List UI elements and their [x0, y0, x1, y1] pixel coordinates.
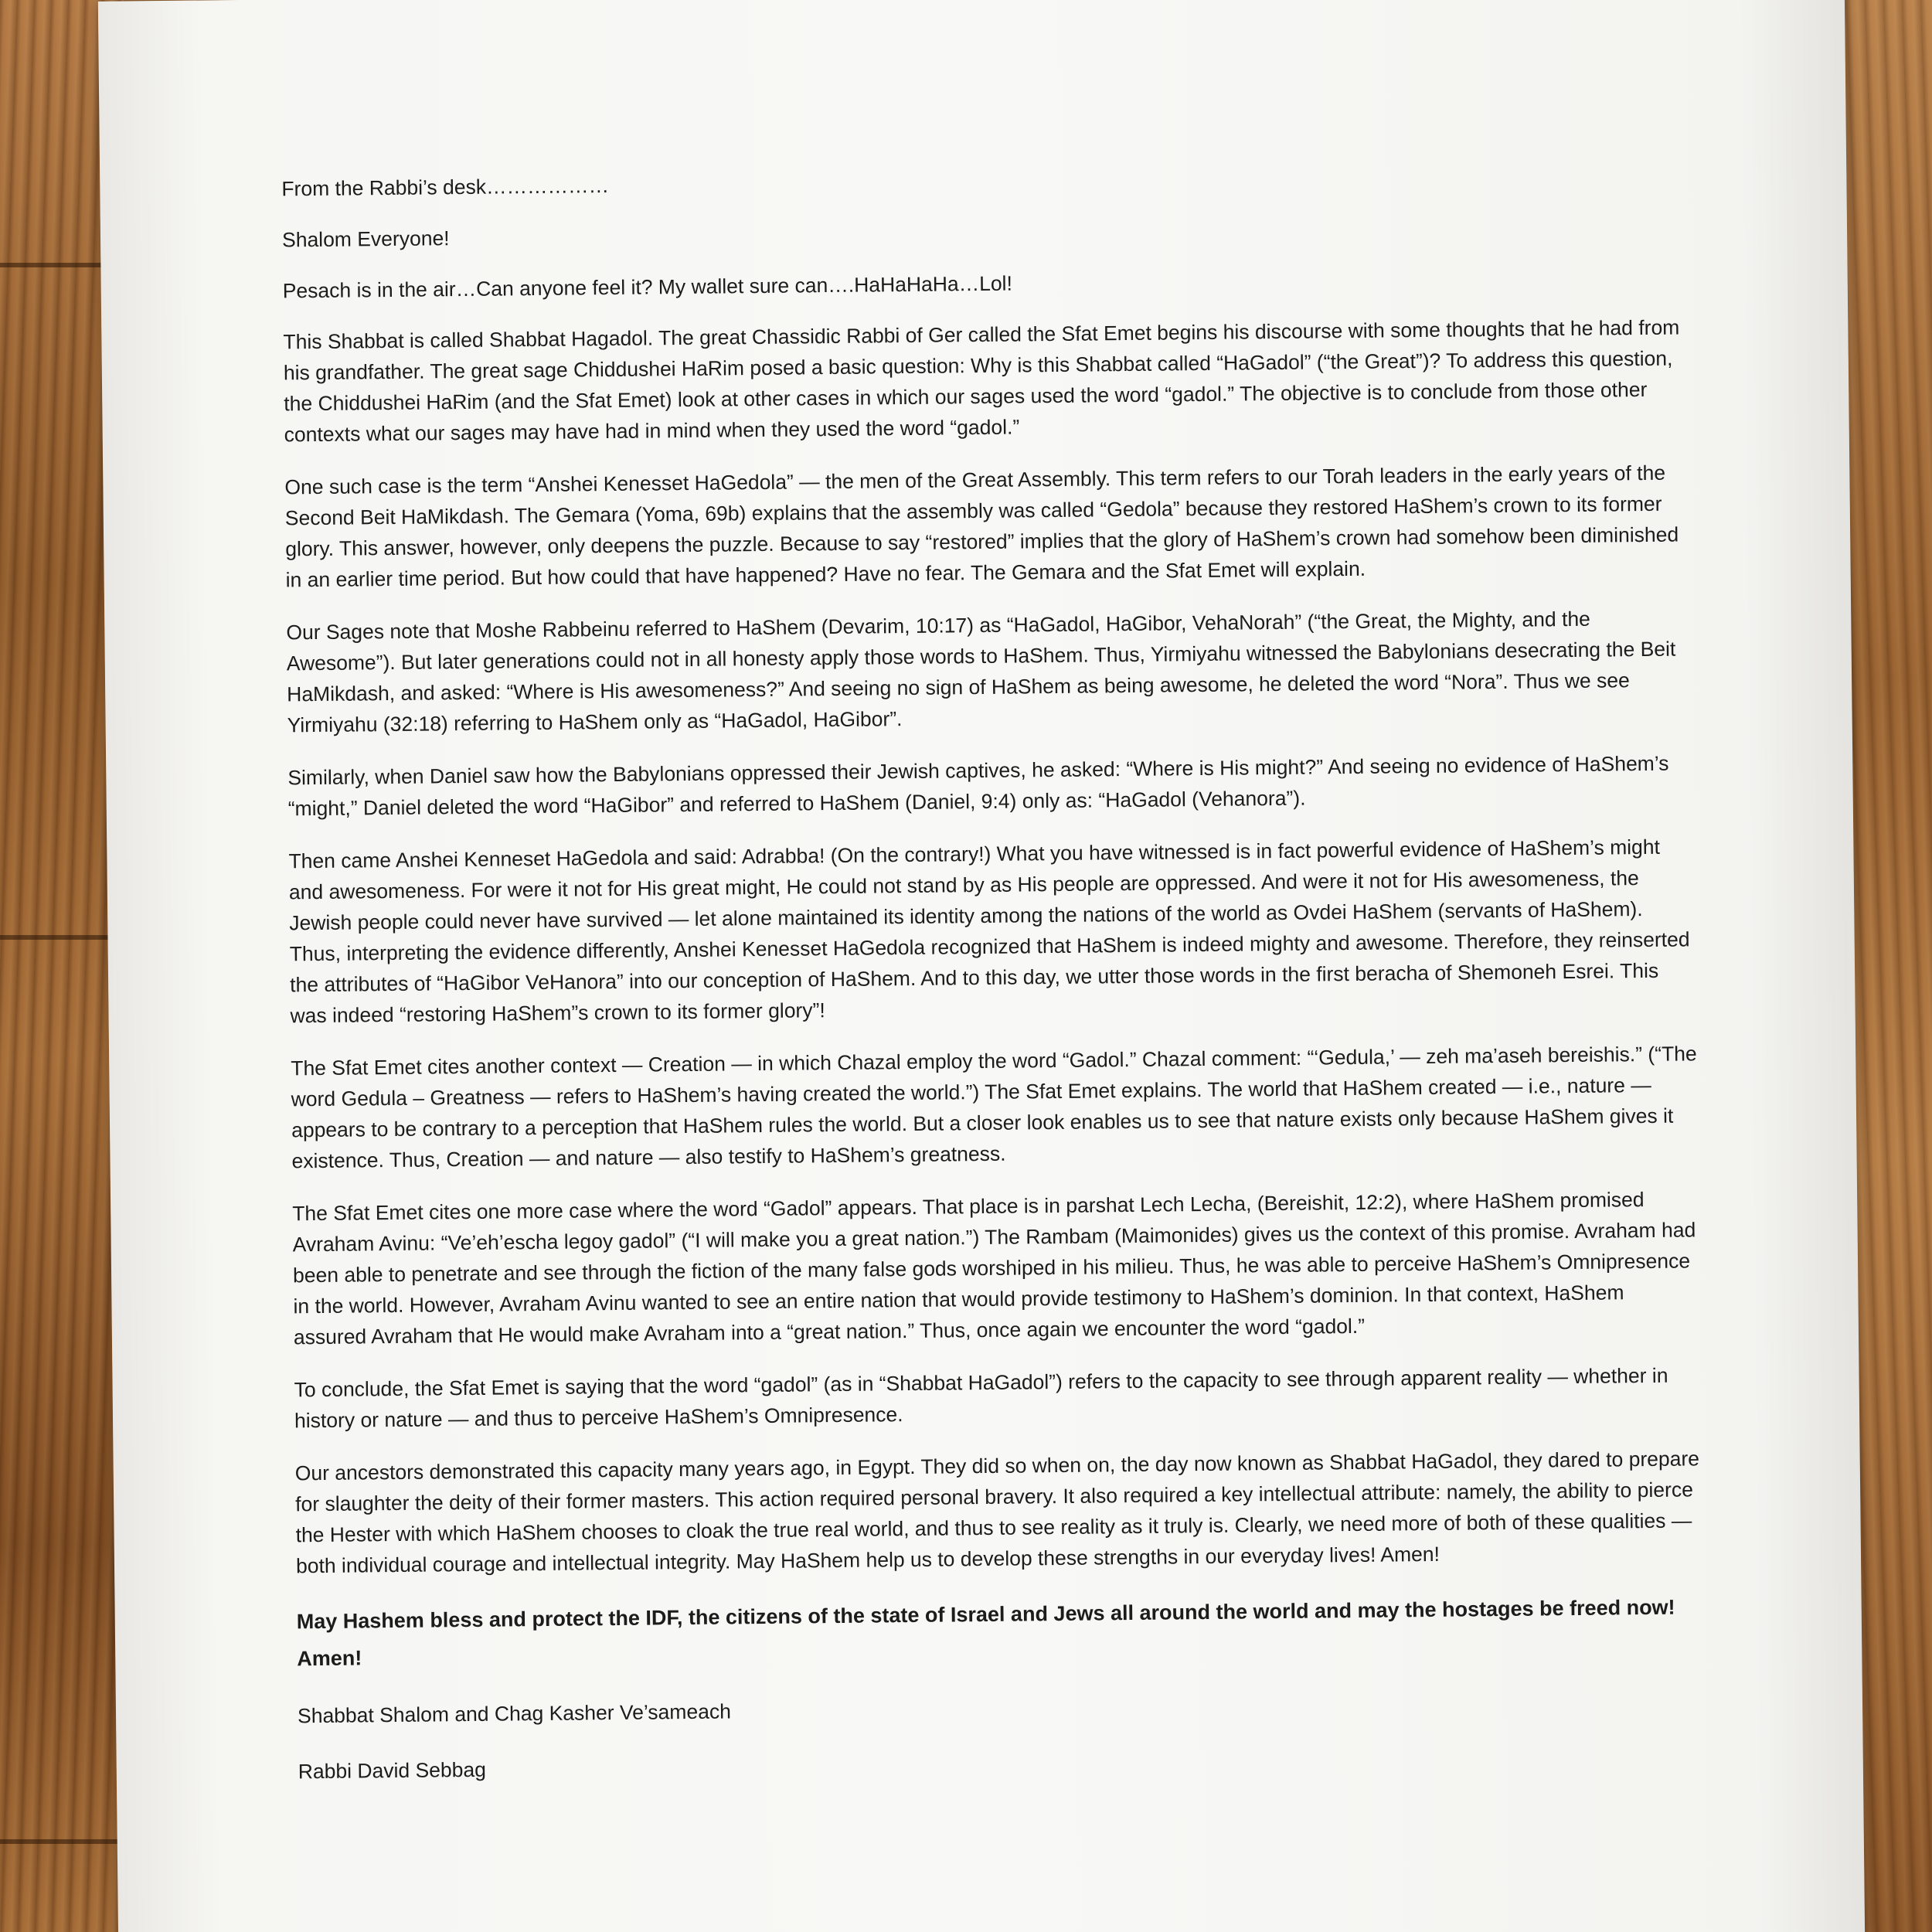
letter-greeting: Shalom Everyone! [281, 226, 450, 252]
paragraph: Our Sages note that Moshe Rabbeinu referred to HaShem (Devarim, 10:17) as “HaGadol, HaGibor, VehaNorah” (“the Great, the Mighty, and the Awesome”). But later generations could not in all honesty apply those words to HaShem. Thus, Yirmiyahu witnessed the Babylonians desecrating the Beit HaMikdash, and asked: “Where is His awesomeness?” And seeing no sign of HaShem as being awesome, he deleted the word “Nora”. Thus we see Yirmiyahu (32:18) referring to HaShem only as “HaGadol, HaGibor”. [286, 607, 1676, 737]
paragraph: This Shabbat is called Shabbat Hagadol. The great Chassidic Rabbi of Ger called the Sfat Emet begins his discourse with some thoughts that he had from his grandfather. The great sage Chiddushei HaRim posed a basic question: Why is this Shabbat called “HaGadol” (“the Great”)? To address this question, the Chiddushei HaRim (and the Sfat Emet) look at other cases in which our sages used the word “gadol.” The objective is to conclude from those other contexts what our sages may have had in mind when they used the word “gadol.” [283, 315, 1680, 447]
paper-sheet [98, 0, 1865, 1932]
paragraph: Then came Anshei Kenneset HaGedola and said: Adrabba! (On the contrary!) What you have witnessed is in fact powerful evidence of HaShem’s might and awesomeness. For were it not for His great might, He could not stand by as His people are oppressed. And were it not for His awesomeness, the Jewish people could never have survived — let alone maintained its identity among the nations of the world as Ovdei HaShem (servants of HaShem). Thus, interpreting the evidence differently, Anshei Kenesset HaGedola recognized that HaShem is indeed mighty and awesome. Therefore, they reinserted the attributes of “HaGibor VeHanora” into our conception of HaShem. And to this day, we utter those words in the first beracha of Shemoneh Esrei. This was indeed “restoring HaShem”s crown to its former glory”! [288, 835, 1690, 1028]
blessing: May Hashem bless and protect the IDF, the citizens of the state of Israel and Jews all around the world and may the hostages be freed now! Amen! [296, 1595, 1675, 1671]
wood-seam [0, 1839, 124, 1844]
wood-seam [0, 935, 124, 940]
letter-intro: Pesach is in the air…Can anyone feel it? My wallet sure can….HaHaHaHa…Lol! [282, 271, 1012, 303]
paragraph: Similarly, when Daniel saw how the Babylonians oppressed their Jewish captives, he asked: “Where is His might?” And seeing no evidence of HaShem’s “might,” Daniel deleted the word “HaGibor” and referred to HaShem (Daniel, 9:4) only as: “HaGadol (Vehanora”). [287, 751, 1669, 821]
paragraph: To conclude, the Sfat Emet is saying that the word “gadol” (as in “Shabbat HaGadol”) refers to the capacity to see through apparent reality — whether in history or nature — and thus to perceive HaShem’s Omnipresence. [294, 1363, 1668, 1433]
paragraph: The Sfat Emet cites another context — Creation — in which Chazal employ the word “Gadol.” Chazal comment: “‘Gedula,’ — zeh ma’aseh bereishis.” (“The word Gedula – Greatness — refers to HaShem’s having created the world.”) The Sfat Emet explains. The world that HaShem created — i.e., nature — appears to be contrary to a perception that HaShem rules the world. But a closer look enables us to see that nature exists only because HaShem gives it existence. Thus, Creation — and nature — also testify to HaShem’s greatness. [291, 1042, 1697, 1173]
letter-body [281, 158, 1705, 1808]
letter-header: From the Rabbi’s desk……………… [281, 173, 610, 201]
closing-line: Shabbat Shalom and Chag Kasher Ve’sameach [297, 1699, 731, 1728]
paragraph: One such case is the term “Anshei Kenesset HaGedola” — the men of the Great Assembly. This term refers to our Torah leaders in the early years of the Second Beit HaMikdash. The Gemara (Yoma, 69b) explains that the assembly was called “Gedola” because they restored HaShem’s crown to its former glory. This answer, however, only deepens the puzzle. Because to say “restored” implies that the glory of HaShem’s crown had somehow been diminished in an earlier time period. But how could that have happened? Have no fear. The Gemara and the Sfat Emet will explain. [284, 461, 1679, 592]
paragraph: Our ancestors demonstrated this capacity many years ago, in Egypt. They did so when on, the day now known as Shabbat HaGadol, they dared to prepare for slaughter the deity of their former masters. This action required personal bravery. It also required a key intellectual attribute: namely, the ability to pierce the Hester with which HaShem chooses to cloak the true real world, and thus to see reality as it truly is. Clearly, we need more of both of these qualities — both individual courage and intellectual integrity. May HaShem help us to develop these strengths in our everyday lives! Amen! [294, 1447, 1700, 1578]
signature: Rabbi David Sebbag [298, 1757, 487, 1784]
paragraph: The Sfat Emet cites one more case where the word “Gadol” appears. That place is in parshat Lech Lecha, (Bereishit, 12:2), where HaShem promised Avraham Avinu: “Ve’eh’escha legoy gadol” (“I will make you a great nation.”) The Rambam (Maimonides) gives us the context of this promise. Avraham had been able to penetrate and see through the fiction of the many false gods worshiped in his milieu. Thus, he was able to perceive HaShem’s Omnipresence in the world. However, Avraham Avinu wanted to see an entire nation that would provide testimony to HaShem’s dominion. In that context, HaShem assured Avraham that He would make Avraham into a “great nation.” Thus, once again we encounter the word “gadol.” [292, 1188, 1696, 1349]
